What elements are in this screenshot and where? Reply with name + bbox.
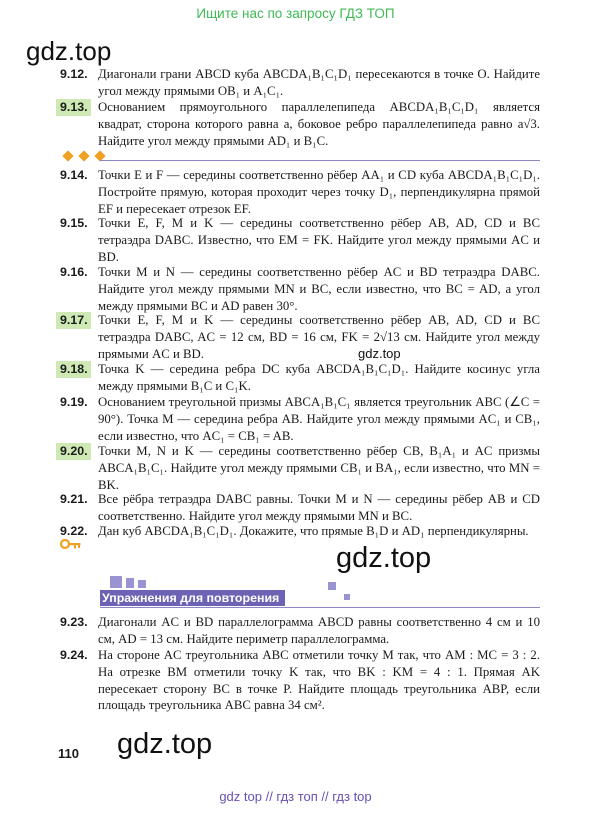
section-title: Упражнения для повторения — [100, 590, 285, 606]
exercise-number: 9.23. — [60, 615, 88, 629]
watermark: gdz.top — [26, 36, 112, 66]
exercise-text: Точки E, F, M и K — середины соответственно рёбер AB, AD, CD и BC тетраэдра DABC, AC = 12 см, BD = 16 см, FK = 2√13 см. Найдите угол между прямыми AC и BD. — [98, 313, 540, 361]
difficulty-markers — [62, 150, 542, 164]
exercise-item — [60, 66, 540, 100]
watermark: gdz.top — [117, 728, 213, 760]
exercise-number: 9.24. — [60, 648, 88, 662]
decor-block — [138, 580, 146, 588]
footer: gdz top // гдз топ // гдз top — [219, 789, 372, 804]
decor-block — [344, 594, 350, 600]
exercise-item — [60, 523, 540, 540]
decor-block — [110, 576, 122, 588]
decor-block — [328, 582, 336, 590]
divider — [100, 607, 540, 608]
exercise-text: Основанием прямоугольного параллелепипеда ABCDA₁B₁C₁D₁ является квадрат, сторона которого равна a, боковое ребро параллелепипеда равно a√3. Найдите угол между прямыми AD₁ и B₁C. — [98, 100, 540, 148]
exercise-item — [60, 99, 540, 149]
exercise-item — [60, 264, 540, 314]
exercise-number: 9.16. — [60, 265, 88, 279]
exercise-item — [60, 614, 540, 648]
exercise-number: 9.12. — [60, 67, 88, 81]
exercise-number: 9.18. — [56, 361, 91, 378]
exercise-item — [60, 394, 540, 444]
exercise-number: 9.21. — [60, 492, 88, 506]
exercise-text: Точки M и N — середины соответственно рёбер AC и BD тетраэдра DABC. Найдите угол между прямыми MN и BC, если известно, что BC = AD, а угол между прямыми BC и AD равен 30°. — [98, 265, 540, 313]
exercise-number: 9.13. — [56, 99, 91, 116]
exercise-item — [60, 443, 540, 493]
exercise-text: Основанием треугольной призмы ABCA₁B₁C₁ является треугольник ABC (∠C = 90°). Точка M — середина ребра AB. Найдите угол между прямыми AC₁ и CB₁, если известно, что AC₁ = CB₁ = AB. — [98, 395, 540, 443]
exercise-item — [60, 361, 540, 395]
exercise-item — [60, 312, 540, 362]
exercise-item — [60, 647, 540, 714]
key-icon — [60, 538, 82, 550]
top-banner: Ищите нас по запросу ГДЗ ТОП — [196, 6, 395, 21]
exercise-item — [60, 491, 540, 525]
exercise-text: На стороне AC треугольника ABC отметили точку M так, что AM : MC = 3 : 2. На отрезке BM отметили точку K так, что BK : KM = 4 : 1. Прямая AK пересекает сторону BC в точке P. Найдите площадь треугольника ABP, если площадь треугольника ABC равна 34 см². — [98, 648, 540, 713]
exercise-number: 9.15. — [60, 216, 88, 230]
decor-block — [126, 578, 134, 588]
page-number: 110 — [58, 746, 79, 761]
exercise-number: 9.14. — [60, 168, 88, 182]
divider — [100, 160, 540, 161]
exercise-text: Диагонали AC и BD параллелограмма ABCD равны соответственно 4 см и 10 см, AD = 13 см. Найдите периметр параллелограмма. — [98, 615, 540, 646]
exercise-text: Точки E, F, M и K — середины соответственно рёбер AB, AD, CD и BC тетраэдра DABC. Известно, что EM = FK. Найдите угол между прямыми AC и BD. — [98, 216, 540, 264]
exercise-text: Точки M, N и K — середины соответственно рёбер CB, B₁A₁ и AC призмы ABCA₁B₁C₁. Найдите угол между прямыми CB₁ и BA₁, если известно, что MN = BK. — [98, 444, 540, 492]
diamond-icon — [78, 150, 89, 161]
exercise-text: Диагонали грани ABCD куба ABCDA₁B₁C₁D₁ пересекаются в точке O. Найдите угол между прямыми OB₁ и A₁C₁. — [98, 67, 540, 98]
exercise-number: 9.17. — [56, 312, 91, 329]
exercise-text: Дан куб ABCDA₁B₁C₁D₁. Докажите, что прямые B₁D и AD₁ перпендикулярны. — [98, 524, 529, 538]
diamond-icon — [62, 150, 73, 161]
exercise-text: Все рёбра тетраэдра DABC равны. Точки M и N — середины рёбер AB и CD соответственно. Найдите угол между прямыми MN и BC. — [98, 492, 540, 523]
exercise-number: 9.22. — [60, 524, 88, 538]
section-header — [100, 566, 540, 610]
exercise-text: Точки E и F — середины соответственно рёбер AA₁ и CD куба ABCDA₁B₁C₁D₁. Постройте прямую, которая проходит через точку D₁, перпендикулярна прямой EF и пересекает отрезок EF. — [98, 168, 540, 216]
exercise-item — [60, 167, 540, 217]
exercise-text: Точка K — середина ребра DC куба ABCDA₁B₁C₁D₁. Найдите косинус угла между прямыми B₁C и C₁K. — [98, 362, 540, 393]
exercise-number: 9.20. — [56, 443, 91, 460]
exercise-item — [60, 215, 540, 265]
exercise-number: 9.19. — [60, 395, 88, 409]
watermark: gdz.top — [358, 346, 401, 361]
watermark: gdz.top — [336, 542, 432, 574]
